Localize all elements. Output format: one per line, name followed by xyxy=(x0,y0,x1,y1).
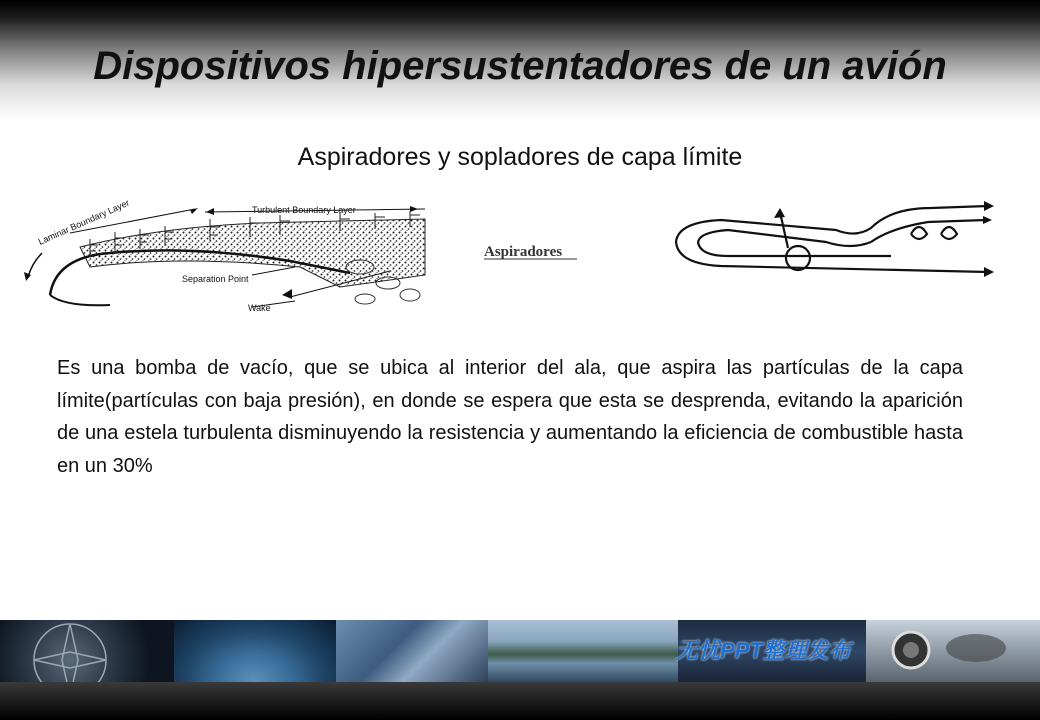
earth-globe-image xyxy=(174,620,336,682)
watermark-text: 无忧PPT整理发布 xyxy=(676,638,851,663)
compass-rose-image xyxy=(0,620,174,682)
separation-point-label: Separation Point xyxy=(182,274,249,284)
camera-lens-image xyxy=(866,620,1040,682)
aspiradores-caption xyxy=(480,236,584,266)
aspiradores-label: Aspiradores xyxy=(484,244,563,260)
turbulent-boundary-layer-label: Turbulent Boundary Layer xyxy=(252,205,356,215)
slide-title: Dispositivos hipersustentadores de un avión xyxy=(93,44,947,88)
landscape-image xyxy=(488,620,678,682)
footer-dark-bar xyxy=(0,682,1040,720)
wake-label: Wake xyxy=(248,303,271,313)
boundary-layer-diagram xyxy=(20,195,428,320)
laminar-boundary-layer-label: Laminar Boundary Layer xyxy=(36,197,131,247)
slide-subtitle: Aspiradores y sopladores de capa límite xyxy=(297,143,743,171)
suction-airfoil-diagram xyxy=(666,198,1002,286)
footer-image-strip xyxy=(0,620,1040,682)
description-paragraph: Es una bomba de vacío, que se ubica al interior del ala, que aspira las partículas de la capa límite(partículas con baja presión), en donde se espera que esta se desprenda, evitando la aparición de una estela turbulenta disminuyendo la resistencia y aumentando la eficiencia de combustible hasta en un 30% xyxy=(57,357,963,477)
keyboard-image xyxy=(336,620,488,682)
